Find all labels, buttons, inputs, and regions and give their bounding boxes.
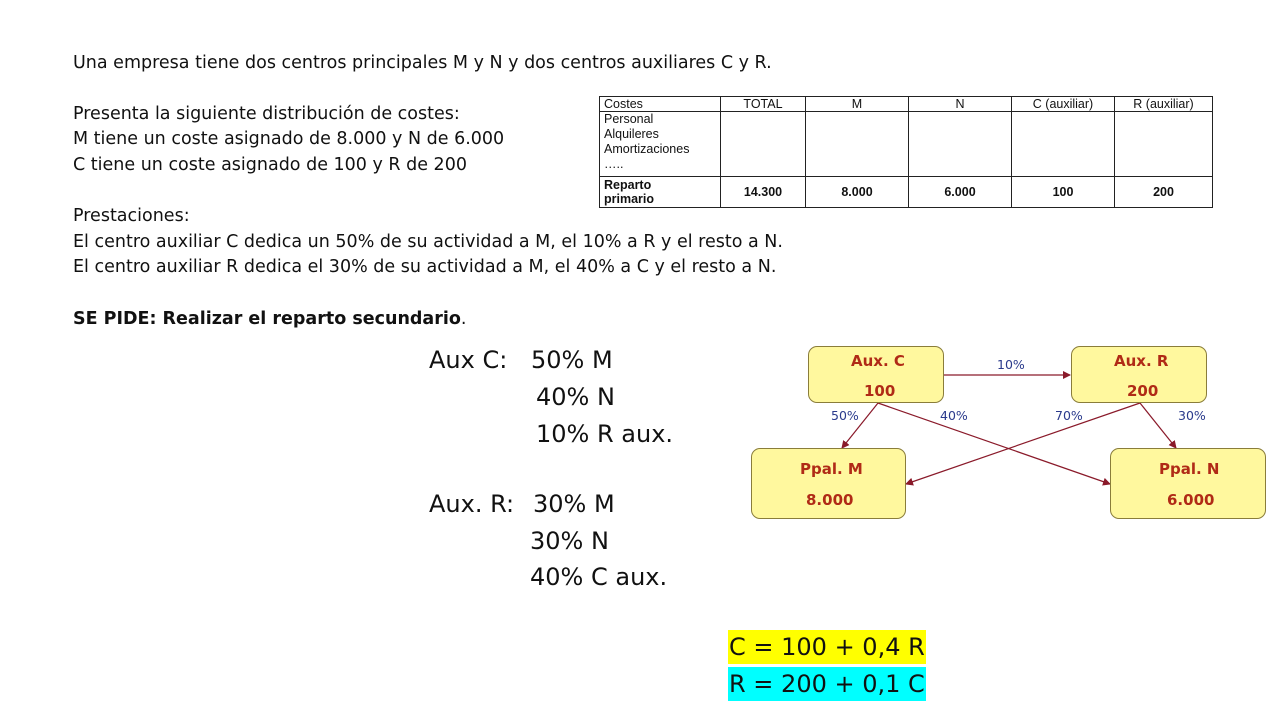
ppal-n-node — [1110, 448, 1266, 519]
pct-c-to-r: 10% — [997, 357, 1025, 372]
prestaciones-heading: Prestaciones: — [73, 206, 190, 226]
table-header-cell: N — [909, 97, 1012, 112]
aux-r-node — [1071, 346, 1207, 403]
equation-r: R = 200 + 0,1 C — [728, 667, 926, 701]
aux-c-item: 50% M — [531, 346, 613, 374]
task-tail: . — [460, 309, 467, 329]
node-name: Aux. R — [1114, 352, 1169, 370]
table-total-cell: 200 — [1115, 177, 1213, 208]
aux-c-node — [808, 346, 944, 403]
node-value: 100 — [864, 382, 896, 400]
equation-c: C = 100 + 0,4 R — [728, 630, 926, 664]
concept-item: Alquileres — [604, 127, 659, 141]
table-total-cell: 6.000 — [909, 177, 1012, 208]
prestaciones-line-2: El centro auxiliar R dedica el 30% de su actividad a M, el 40% a C y el resto a N. — [73, 257, 777, 277]
pct-c-to-m: 50% — [831, 408, 859, 423]
concept-item: ….. — [604, 157, 624, 171]
total-label-line: primario — [604, 192, 655, 206]
intro-text: Una empresa tiene dos centros principales M y N y dos centros auxiliares C y R. — [73, 53, 772, 73]
table-total-cell: 100 — [1012, 177, 1115, 208]
table-header-cell: TOTAL — [721, 97, 806, 112]
task-bold: SE PIDE: Realizar el reparto secundario — [73, 309, 461, 329]
table-total-cell: 14.300 — [721, 177, 806, 208]
aux-r-item: 40% C aux. — [530, 563, 668, 591]
table-header-cell: C (auxiliar) — [1012, 97, 1115, 112]
prestaciones-line-1: El centro auxiliar C dedica un 50% de su actividad a M, el 10% a R y el resto a N. — [73, 232, 783, 252]
node-value: 6.000 — [1167, 491, 1215, 509]
node-name: Ppal. M — [800, 460, 863, 478]
distribution-line-1: M tiene un coste asignado de 8.000 y N de 6.000 — [73, 129, 505, 149]
aux-r-item: 30% M — [533, 490, 615, 518]
node-name: Ppal. N — [1159, 460, 1220, 478]
arrow-r-to-n — [1140, 403, 1176, 448]
distribution-line-2: C tiene un coste asignado de 100 y R de 200 — [73, 155, 467, 175]
concept-item: Amortizaciones — [604, 142, 690, 156]
concept-item: Personal — [604, 112, 654, 126]
aux-c-item: 10% R aux. — [536, 420, 674, 448]
node-name: Aux. C — [851, 352, 905, 370]
total-label-line: Reparto — [604, 178, 652, 192]
aux-c-label: Aux C: — [429, 346, 508, 374]
node-value: 8.000 — [806, 491, 854, 509]
pct-r-to-n: 30% — [1178, 408, 1206, 423]
pct-r-to-m: 70% — [1055, 408, 1083, 423]
node-value: 200 — [1127, 382, 1159, 400]
table-total-cell: 8.000 — [806, 177, 909, 208]
pct-c-to-n: 40% — [940, 408, 968, 423]
aux-c-item: 40% N — [536, 383, 615, 411]
distribution-heading: Presenta la siguiente distribución de costes: — [73, 104, 460, 124]
aux-r-item: 30% N — [530, 527, 609, 555]
aux-r-label: Aux. R: — [429, 490, 515, 518]
table-header-cell: Costes — [600, 97, 721, 112]
ppal-m-node — [751, 448, 906, 519]
table-header-cell: R (auxiliar) — [1115, 97, 1213, 112]
table-header-cell: M — [806, 97, 909, 112]
